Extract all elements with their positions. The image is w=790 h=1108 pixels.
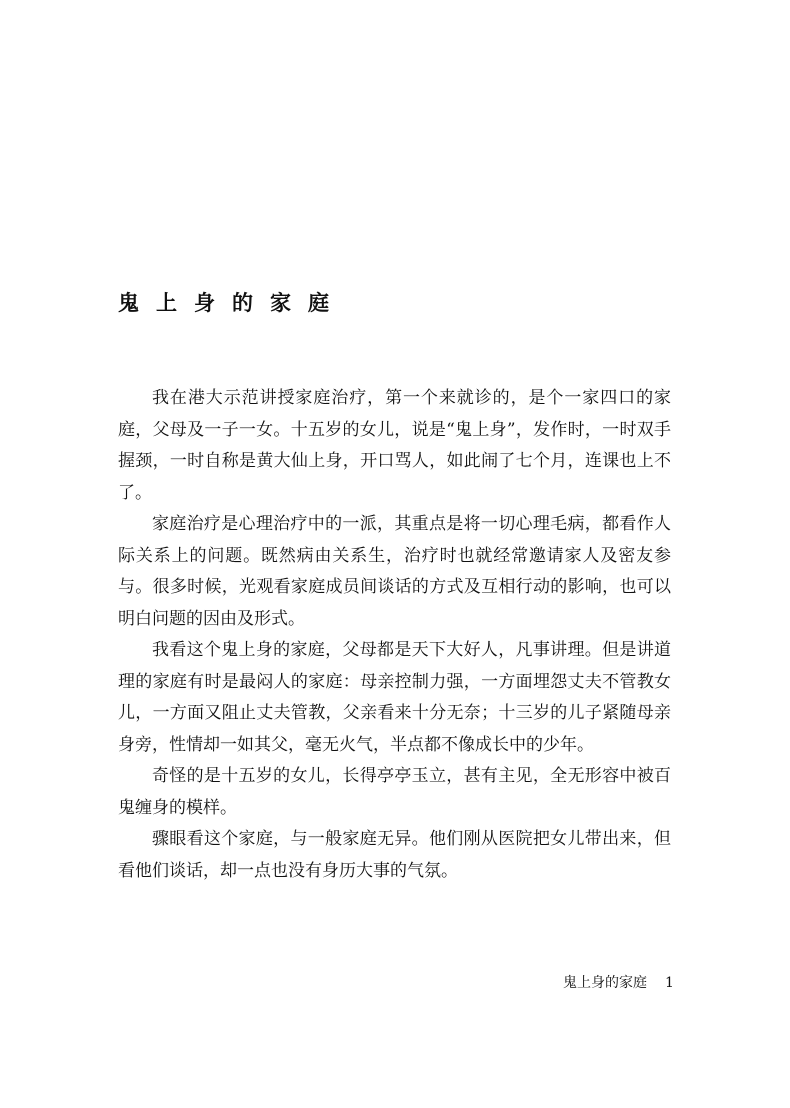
page-number: 1 xyxy=(665,975,674,991)
running-title: 鬼上身的家庭 xyxy=(563,975,647,991)
chapter-title: 鬼上身的家庭 xyxy=(118,290,346,315)
body-text xyxy=(118,383,671,887)
paragraph-4: 奇怪的是十五岁的女儿，长得亭亭玉立，甚有主见，全无形容中被百鬼缠身的模样。 xyxy=(118,766,671,818)
page-footer xyxy=(563,973,674,993)
paragraph-1: 我在港大示范讲授家庭治疗，第一个来就诊的，是个一家四口的家庭，父母及一子一女。十五岁的女儿，说是“鬼上身”，发作时，一时双手握颈，一时自称是黄大仙上身，开口骂人，如此闹了七个月，连课也上不了。 xyxy=(118,388,671,503)
paragraph-2: 家庭治疗是心理治疗中的一派，其重点是将一切心理毛病，都看作人际关系上的问题。既然病由关系生，治疗时也就经常邀请家人及密友参与。很多时候，光观看家庭成员间谈话的方式及互相行动的影响，也可以明白问题的因由及形式。 xyxy=(118,514,671,629)
paragraph-5: 骤眼看这个家庭，与一般家庭无异。他们刚从医院把女儿带出来，但看他们谈话，却一点也没有身历大事的气氛。 xyxy=(118,829,671,881)
paragraph-3: 我看这个鬼上身的家庭，父母都是天下大好人，凡事讲理。但是讲道理的家庭有时是最闷人的家庭：母亲控制力强，一方面埋怨丈夫不管教女儿，一方面又阻止丈夫管教，父亲看来十分无奈；十三岁的儿子紧随母亲身旁，性情却一如其父，毫无火气，半点都不像成长中的少年。 xyxy=(118,640,671,755)
